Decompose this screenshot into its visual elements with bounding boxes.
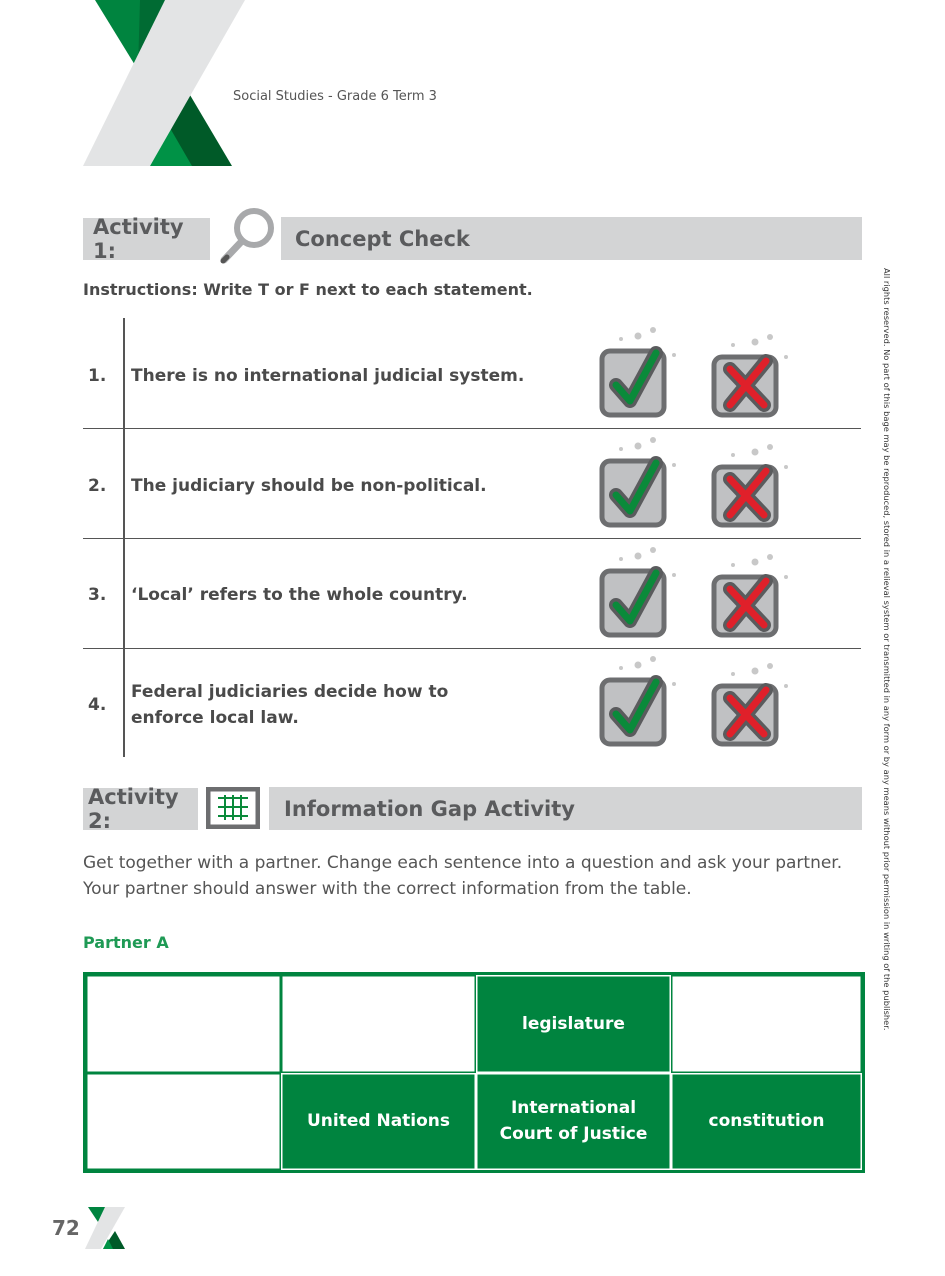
row-divider xyxy=(83,428,861,429)
statement-text: Federal judiciaries decide how to enforce local law. xyxy=(131,682,449,728)
false-checkbox-icon[interactable] xyxy=(708,437,793,529)
table-cell: legislature xyxy=(476,975,671,1073)
publisher-logo xyxy=(0,0,260,170)
activity2-instructions: Get together with a partner. Change each sentence into a question and ask your partner. Your partner should answer with the correct information from the table. xyxy=(83,853,843,899)
statement-number: 1. xyxy=(88,366,107,386)
statement-text: There is no international judicial system. xyxy=(131,366,525,386)
row-divider xyxy=(83,648,861,649)
true-checkbox-icon[interactable] xyxy=(596,656,681,748)
table-cell: constitution xyxy=(671,1073,862,1171)
false-checkbox-icon[interactable] xyxy=(708,656,793,748)
footer-logo xyxy=(83,1205,128,1253)
true-checkbox-icon[interactable] xyxy=(596,547,681,639)
activity2-title: Information Gap Activity xyxy=(269,787,862,830)
activity1-label: Activity 1: xyxy=(83,218,210,260)
activity1-instructions: Instructions: Write T or F next to each statement. xyxy=(83,280,533,299)
activity2-label: Activity 2: xyxy=(83,788,198,830)
table-cell[interactable] xyxy=(86,1073,281,1171)
table-cell[interactable] xyxy=(281,975,476,1073)
true-checkbox-icon[interactable] xyxy=(596,437,681,529)
true-checkbox-icon[interactable] xyxy=(596,327,681,419)
false-checkbox-icon[interactable] xyxy=(708,327,793,419)
table-cell[interactable] xyxy=(86,975,281,1073)
book-subtitle: Social Studies - Grade 6 Term 3 xyxy=(233,89,437,104)
table-icon xyxy=(206,787,260,829)
partner-label: Partner A xyxy=(83,933,169,952)
statement-text: The judiciary should be non-political. xyxy=(131,476,487,496)
statement-text: ‘Local’ refers to the whole country. xyxy=(131,585,468,605)
statement-number: 2. xyxy=(88,476,107,496)
magnifier-icon xyxy=(218,206,278,264)
activity1-title: Concept Check xyxy=(281,217,862,260)
statement-number: 4. xyxy=(88,695,107,715)
information-table xyxy=(83,972,865,1173)
rights-notice: All rights reserved. No part of this bage may be reproduced, stored in a relieval system or transmitted in any form or by any means without prior permission in writing of the publisher. xyxy=(882,268,892,1031)
false-checkbox-icon[interactable] xyxy=(708,547,793,639)
row-divider xyxy=(83,538,861,539)
statement-number: 3. xyxy=(88,585,107,605)
table-cell[interactable] xyxy=(671,975,862,1073)
page-number: 72 xyxy=(52,1216,80,1240)
table-cell: United Nations xyxy=(281,1073,476,1171)
table-cell: International Court of Justice xyxy=(476,1073,671,1171)
